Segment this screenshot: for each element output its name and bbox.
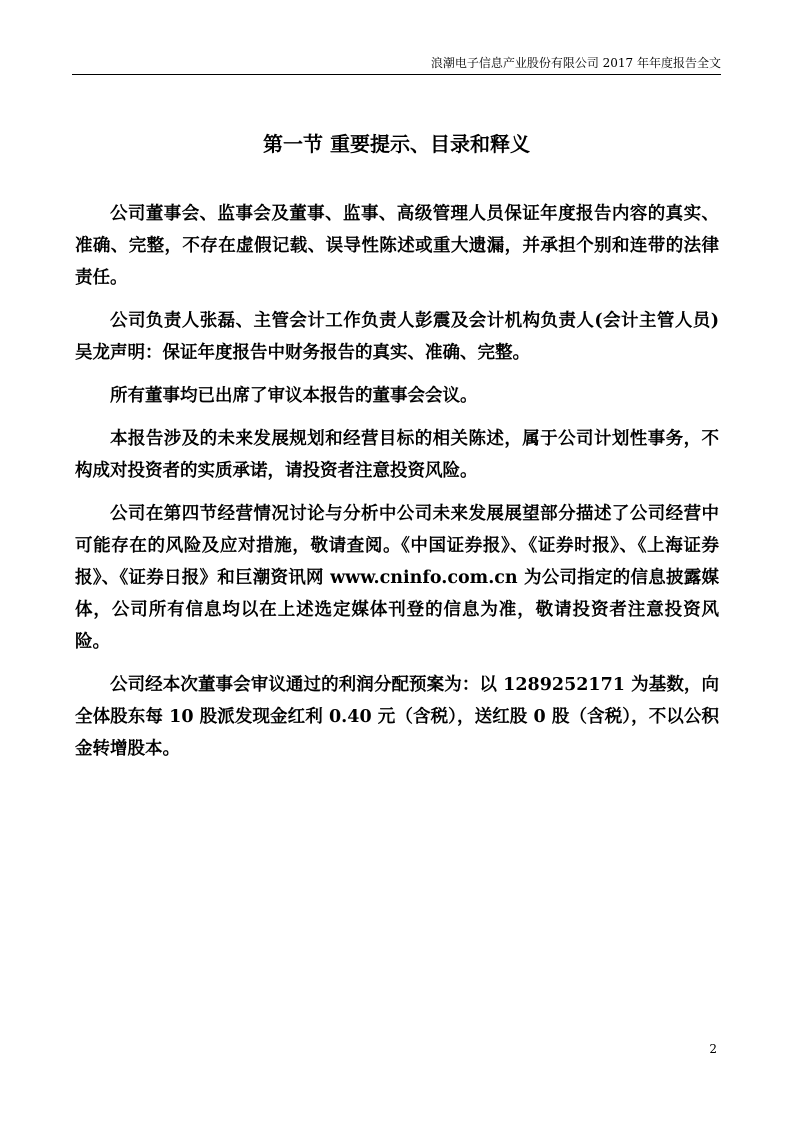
paragraph-financial-statement-declaration: 公司负责人张磊、主管会计工作负责人彭震及会计机构负责人(会计主管人员)吴龙声明：保证年度报告中财务报告的真实、准确、完整。 xyxy=(75,311,719,363)
running-header xyxy=(72,50,721,75)
running-header-title: 浪潮电子信息产业股份有限公司 2017 年年度报告全文 xyxy=(430,56,721,70)
paragraph-profit-distribution: 公司经本次董事会审议通过的利润分配预案为：以 1289252171 为基数，向全体股东每 10 股派发现金红利 0.40 元（含税），送红股 0 股（含税），不以公积金转增股本。 xyxy=(75,675,719,759)
paragraph-forward-looking-disclaimer: 本报告涉及的未来发展规划和经营目标的相关陈述，属于公司计划性事务，不构成对投资者的实质承诺，请投资者注意投资风险。 xyxy=(75,429,719,481)
paragraph-board-guarantee: 公司董事会、监事会及董事、监事、高级管理人员保证年度报告内容的真实、准确、完整，不存在虚假记载、误导性陈述或重大遗漏，并承担个别和连带的法律责任。 xyxy=(75,204,719,288)
document-body xyxy=(75,198,719,776)
paragraph-risk-and-media: 公司在第四节经营情况讨论与分析中公司未来发展展望部分描述了公司经营中可能存在的风险及应对措施，敬请查阅。《中国证券报》、《证券时报》、《上海证券报》、《证券日报》和巨潮资讯网 www.cninfo.com.cn 为公司指定的信息披露媒体，公司所有信息均以在上述选定媒体刊登的信息为准，敬请投资者注意投资风险。 xyxy=(75,504,719,652)
section-title: 第一节 重要提示、目录和释义 xyxy=(263,132,530,156)
paragraph-directors-attendance: 所有董事均已出席了审议本报告的董事会会议。 xyxy=(110,386,478,406)
page-number: 2 xyxy=(709,1042,717,1056)
